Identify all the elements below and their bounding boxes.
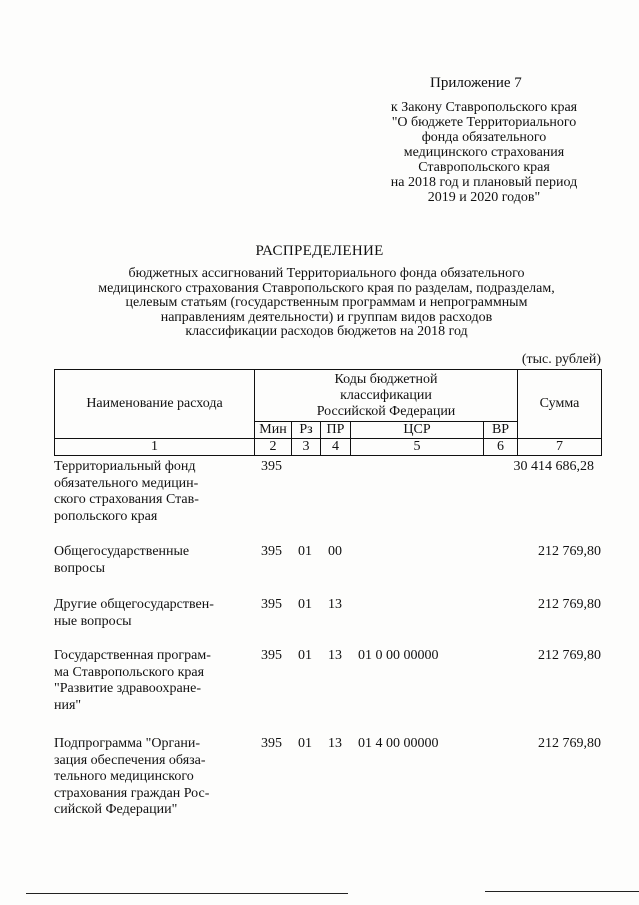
row-name-line: ского страхования Став- bbox=[54, 492, 199, 507]
header-codes bbox=[255, 370, 518, 422]
subtitle-line: бюджетных ассигнований Территориального фонда обязательного bbox=[128, 266, 525, 281]
appendix-title: Приложение 7 bbox=[430, 75, 522, 91]
column-number: 3 bbox=[292, 439, 321, 456]
header-codes-line: Коды бюджетной bbox=[334, 371, 438, 387]
header-codes-line: Российской Федерации bbox=[316, 403, 456, 419]
row-name-line: Территориальный фонд bbox=[54, 459, 196, 474]
row-name bbox=[54, 544, 254, 577]
amount: 30 414 686,28 bbox=[513, 459, 594, 474]
appendix-line: на 2018 год и плановый период bbox=[390, 175, 578, 190]
code-rz: 01 bbox=[298, 648, 312, 663]
amount: 212 769,80 bbox=[538, 597, 601, 612]
row-name-line: ния" bbox=[54, 697, 82, 713]
table-header bbox=[54, 369, 602, 456]
code-pr: 13 bbox=[328, 597, 342, 612]
code-min: 395 bbox=[261, 459, 282, 474]
column-number: 4 bbox=[321, 439, 351, 456]
row-name-line: ные вопросы bbox=[54, 613, 132, 629]
subtitle-line: классификации расходов бюджетов на 2018 год bbox=[185, 324, 468, 339]
row-name-line: зация обеспечения обяза- bbox=[54, 752, 206, 768]
document-subtitle bbox=[60, 267, 593, 340]
appendix-line: медицинского страхования bbox=[403, 145, 565, 160]
appendix-reference bbox=[365, 100, 603, 205]
header-rz: Рз bbox=[292, 422, 321, 439]
row-name-line: сийской Федерации" bbox=[54, 802, 178, 817]
code-rz: 01 bbox=[298, 597, 312, 612]
subtitle-line: целевым статьям (государственным программам и непрограммным bbox=[125, 295, 528, 310]
header-vr: ВР bbox=[484, 422, 518, 439]
row-name bbox=[54, 736, 254, 819]
appendix-line: Ставропольского края bbox=[418, 160, 550, 175]
page-rule bbox=[26, 893, 348, 894]
row-name-line: обязательного медицин- bbox=[54, 475, 199, 491]
column-number: 2 bbox=[255, 439, 292, 456]
row-name-line: Подпрограмма "Органи- bbox=[54, 736, 201, 751]
header-codes-line: классификации bbox=[340, 387, 432, 403]
row-name-line: Другие общегосударствен- bbox=[54, 597, 214, 612]
amount: 212 769,80 bbox=[538, 736, 601, 751]
code-pr: 13 bbox=[328, 648, 342, 663]
row-name bbox=[54, 459, 254, 525]
row-name bbox=[54, 597, 254, 630]
code-min: 395 bbox=[261, 648, 282, 663]
column-number: 6 bbox=[484, 439, 518, 456]
row-name-line: ропольского края bbox=[54, 508, 158, 524]
row-name-line: вопросы bbox=[54, 560, 105, 576]
amount: 212 769,80 bbox=[538, 648, 601, 663]
amount: 212 769,80 bbox=[538, 544, 601, 559]
page-rule bbox=[485, 891, 639, 892]
header-sum: Сумма bbox=[518, 370, 602, 439]
column-number: 1 bbox=[55, 439, 255, 456]
code-min: 395 bbox=[261, 736, 282, 751]
column-number: 7 bbox=[518, 439, 602, 456]
header-min: Мин bbox=[255, 422, 292, 439]
appendix-line: 2019 и 2020 годов" bbox=[427, 190, 541, 205]
appendix-line: к Закону Ставропольского края bbox=[390, 100, 578, 115]
code-csr: 01 0 00 00000 bbox=[358, 648, 439, 663]
row-name-line: Государственная програм- bbox=[54, 648, 211, 663]
row-name-line: тельного медицинского bbox=[54, 769, 194, 784]
header-csr: ЦСР bbox=[351, 422, 484, 439]
code-rz: 01 bbox=[298, 544, 312, 559]
row-name-line: ма Ставропольского края bbox=[54, 664, 205, 680]
code-min: 395 bbox=[261, 544, 282, 559]
code-rz: 01 bbox=[298, 736, 312, 751]
subtitle-line: направлениям деятельности) и группам видов расходов bbox=[160, 309, 493, 325]
appendix-line: "О бюджете Территориального bbox=[391, 115, 577, 130]
column-number: 5 bbox=[351, 439, 484, 456]
document-title: РАСПРЕДЕЛЕНИЕ bbox=[255, 243, 384, 259]
code-csr: 01 4 00 00000 bbox=[358, 736, 439, 751]
code-pr: 00 bbox=[328, 544, 342, 559]
row-name bbox=[54, 648, 254, 714]
row-name-line: страхования граждан Рос- bbox=[54, 785, 210, 801]
code-min: 395 bbox=[261, 597, 282, 612]
code-pr: 13 bbox=[328, 736, 342, 751]
header-pr: ПР bbox=[321, 422, 351, 439]
row-name-line: Общегосударственные bbox=[54, 544, 190, 559]
appendix-line: фонда обязательного bbox=[421, 130, 547, 145]
header-name: Наименование расхода bbox=[55, 370, 255, 439]
row-name-line: "Развитие здравоохране- bbox=[54, 681, 202, 696]
unit-label: (тыс. рублей) bbox=[521, 352, 601, 367]
subtitle-line: медицинского страхования Ставропольского края по разделам, подразделам, bbox=[98, 280, 555, 296]
